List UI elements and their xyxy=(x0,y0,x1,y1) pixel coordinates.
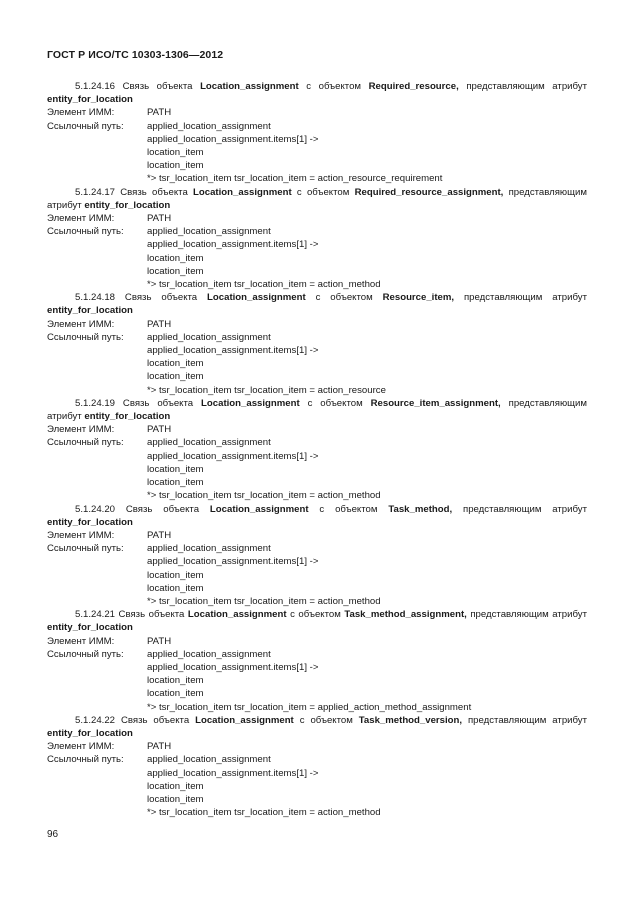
path-line: applied_location_assignment xyxy=(147,120,271,132)
section-heading xyxy=(47,608,587,634)
target-entity: Resource_item_assignment, xyxy=(370,397,501,409)
path-line: applied_location_assignment xyxy=(147,543,271,555)
path-line: applied_location_assignment.items[1] -> xyxy=(147,345,319,357)
page-number: 96 xyxy=(47,829,59,840)
path-line: location_item xyxy=(147,582,204,594)
entity-name: Location_assignment xyxy=(209,503,309,515)
section-mid: с объектом xyxy=(290,609,341,621)
path-line: *> tsr_location_item tsr_location_item = action_method xyxy=(147,490,381,502)
section-tail: представляющим атрибут xyxy=(47,186,587,211)
section-intro: 5.1.24.21 Связь объекта xyxy=(75,609,185,621)
section-tail: представляющим атрибут xyxy=(463,503,587,515)
path-line: applied_location_assignment.items[1] -> xyxy=(147,450,319,462)
section-5-1-24-18 xyxy=(47,291,587,397)
element-label: Элемент ИММ: xyxy=(47,213,115,225)
path-row xyxy=(47,753,587,766)
section-mid: с объектом xyxy=(319,503,378,515)
path-line: *> tsr_location_item tsr_location_item = action_method xyxy=(147,595,381,607)
element-row xyxy=(47,212,587,225)
element-label: Элемент ИММ: xyxy=(47,741,115,753)
element-value: PATH xyxy=(147,213,172,225)
target-entity: Resource_item, xyxy=(382,292,455,304)
section-mid: с объектом xyxy=(315,292,373,304)
section-heading xyxy=(47,291,587,317)
section-tail: представляющим атрибут xyxy=(467,714,587,726)
element-value: PATH xyxy=(147,424,172,436)
path-line: *> tsr_location_item tsr_location_item = applied_action_method_assignment xyxy=(147,701,472,713)
path-line: location_item xyxy=(147,358,204,370)
path-line: applied_location_assignment xyxy=(147,648,271,660)
path-label: Ссылочный путь: xyxy=(47,754,124,766)
path-line: applied_location_assignment.items[1] -> xyxy=(147,556,319,568)
path-line: location_item xyxy=(147,463,204,475)
section-intro: 5.1.24.16 Связь объекта xyxy=(75,81,193,92)
path-label: Ссылочный путь: xyxy=(47,648,124,660)
target-entity: Required_resource, xyxy=(368,81,459,92)
path-line: location_item xyxy=(147,265,204,277)
path-line: *> tsr_location_item tsr_location_item = action_resource_requirement xyxy=(147,173,443,185)
path-line: applied_location_assignment xyxy=(147,331,271,343)
element-value: PATH xyxy=(147,741,172,753)
entity-name: Location_assignment xyxy=(193,186,292,198)
attribute-name: entity_for_location xyxy=(84,411,171,423)
attribute-name: entity_for_location xyxy=(47,94,133,106)
path-label: Ссылочный путь: xyxy=(47,543,124,555)
element-label: Элемент ИММ: xyxy=(47,424,115,436)
section-intro: 5.1.24.17 Связь объекта xyxy=(75,186,188,198)
path-label: Ссылочный путь: xyxy=(47,120,124,132)
element-row xyxy=(47,529,587,542)
path-line: *> tsr_location_item tsr_location_item = action_method xyxy=(147,279,381,291)
attribute-name: entity_for_location xyxy=(47,516,133,528)
document-body xyxy=(47,80,587,819)
path-line: applied_location_assignment xyxy=(147,437,271,449)
entity-name: Location_assignment xyxy=(200,81,299,92)
path-line: location_item xyxy=(147,793,204,805)
section-intro: 5.1.24.18 Связь объекта xyxy=(75,292,198,304)
path-line: location_item xyxy=(147,780,204,792)
target-entity: Task_method_version, xyxy=(358,714,463,726)
section-5-1-24-16 xyxy=(47,80,587,186)
element-value: PATH xyxy=(147,635,172,647)
path-line: location_item xyxy=(147,147,204,159)
path-line: location_item xyxy=(147,477,204,489)
entity-name: Location_assignment xyxy=(207,292,306,304)
path-line: location_item xyxy=(147,675,204,687)
attribute-name: entity_for_location xyxy=(47,622,133,634)
section-tail: представляющим атрибут xyxy=(47,397,588,423)
path-line: *> tsr_location_item tsr_location_item = action_method xyxy=(147,807,381,819)
entity-name: Location_assignment xyxy=(195,714,294,726)
section-mid: с объектом xyxy=(296,186,350,198)
section-heading xyxy=(47,80,587,106)
path-line: location_item xyxy=(147,688,204,700)
path-label: Ссылочный путь: xyxy=(47,437,124,449)
section-5-1-24-22 xyxy=(47,714,587,820)
attribute-name: entity_for_location xyxy=(47,305,133,317)
path-row xyxy=(47,120,587,133)
section-5-1-24-21 xyxy=(47,608,587,714)
path-line: applied_location_assignment xyxy=(147,226,271,238)
section-tail: представляющим атрибут xyxy=(463,292,587,304)
entity-name: Location_assignment xyxy=(201,397,300,409)
element-row xyxy=(47,740,587,753)
element-value: PATH xyxy=(147,318,172,330)
section-tail: представляющим атрибут xyxy=(466,81,587,92)
path-row xyxy=(47,542,587,555)
section-heading xyxy=(47,503,587,529)
section-intro: 5.1.24.20 Связь объекта xyxy=(75,503,200,515)
section-5-1-24-19 xyxy=(47,397,587,503)
path-label: Ссылочный путь: xyxy=(47,226,124,238)
path-line: applied_location_assignment xyxy=(147,754,271,766)
path-line: location_item xyxy=(147,371,204,383)
path-line: location_item xyxy=(147,569,204,581)
section-5-1-24-20 xyxy=(47,503,587,609)
element-label: Элемент ИММ: xyxy=(47,529,115,541)
section-5-1-24-17 xyxy=(47,186,587,292)
target-entity: Task_method_assignment, xyxy=(344,609,467,621)
element-value: PATH xyxy=(147,107,172,119)
target-entity: Required_resource_assignment, xyxy=(354,186,504,198)
section-intro: 5.1.24.19 Связь объекта xyxy=(75,397,194,409)
path-line: applied_location_assignment.items[1] -> xyxy=(147,661,319,673)
element-label: Элемент ИММ: xyxy=(47,318,115,330)
element-row xyxy=(47,423,587,436)
target-entity: Task_method, xyxy=(388,503,453,515)
path-row xyxy=(47,225,587,238)
section-heading xyxy=(47,714,587,740)
section-mid: с объектом xyxy=(306,81,362,92)
attribute-name: entity_for_location xyxy=(84,199,171,211)
path-line: location_item xyxy=(147,252,204,264)
entity-name: Location_assignment xyxy=(187,609,287,621)
element-label: Элемент ИММ: xyxy=(47,107,115,119)
path-line: applied_location_assignment.items[1] -> xyxy=(147,767,319,779)
path-row xyxy=(47,331,587,344)
path-line: applied_location_assignment.items[1] -> xyxy=(147,133,319,145)
path-line: *> tsr_location_item tsr_location_item = action_resource xyxy=(147,384,386,396)
element-row xyxy=(47,318,587,331)
path-row xyxy=(47,436,587,449)
document-header: ГОСТ Р ИСО/ТС 10303-1306—2012 xyxy=(47,49,224,61)
path-row xyxy=(47,648,587,661)
element-value: PATH xyxy=(147,529,172,541)
section-heading xyxy=(47,186,587,212)
attribute-name: entity_for_location xyxy=(47,727,133,739)
path-label: Ссылочный путь: xyxy=(47,331,124,343)
section-tail: представляющим атрибут xyxy=(470,609,587,621)
element-row xyxy=(47,635,587,648)
path-line: applied_location_assignment.items[1] -> xyxy=(147,239,319,251)
section-heading xyxy=(47,397,587,423)
element-row xyxy=(47,106,587,119)
section-intro: 5.1.24.22 Связь объекта xyxy=(75,714,190,726)
path-line: location_item xyxy=(147,160,204,172)
element-label: Элемент ИММ: xyxy=(47,635,115,647)
section-mid: с объектом xyxy=(307,397,363,409)
section-mid: с объектом xyxy=(299,714,353,726)
